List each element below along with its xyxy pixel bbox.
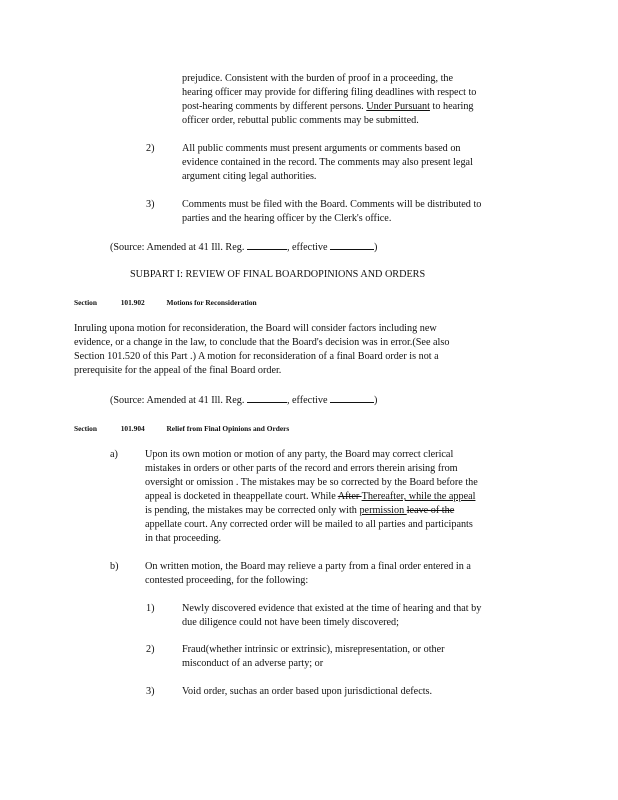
text-run: to hearing: [429, 101, 474, 112]
sub-item-2-text: [182, 643, 536, 671]
source-note: [110, 393, 377, 408]
blank-line: [330, 393, 374, 403]
source-text: (Source: Amended at 41 Ill. Reg.: [110, 395, 245, 406]
item-2-text: [182, 142, 530, 184]
text-line: Upon its own motion or motion of any party, the Board may correct clerical: [145, 449, 454, 460]
item-number: 3): [146, 199, 155, 210]
deleted-text: After: [337, 491, 362, 502]
text-line: Inruling upona motion for reconsideration, the Board will consider factors including new: [74, 323, 437, 334]
text-line: Fraud(whether intrinsic or extrinsic), misrepresentation, or other: [182, 644, 445, 655]
item-number: 1): [146, 603, 155, 614]
text-line: in that proceeding.: [145, 533, 222, 544]
section-heading: [74, 424, 289, 434]
section-title: Relief from Final Opinions and Orders: [166, 424, 290, 433]
text-line: prejudice. Consistent with the burden of proof in a proceeding, the: [182, 73, 454, 84]
section-label: Section: [74, 298, 97, 307]
text-line: All public comments must present arguments or comments based on: [182, 143, 461, 154]
text-line: mistakes in orders or other parts of the record and errors therein arising from: [145, 463, 458, 474]
inserted-text: Thereafter, while the appeal: [361, 491, 476, 502]
deleted-text: leave of the: [406, 505, 455, 516]
item-number: 2): [146, 143, 155, 154]
continuation-paragraph: [182, 72, 530, 128]
text-line: On written motion, the Board may relieve a party from a final order entered in a: [145, 561, 471, 572]
source-note: [110, 240, 377, 255]
item-number: a): [110, 449, 118, 460]
section-heading: [74, 298, 257, 308]
section-number: 101.902: [120, 298, 145, 307]
section-number: 101.904: [120, 424, 145, 433]
text-line: hearing officer may provide for differing filing deadlines with respect to: [182, 87, 477, 98]
blank-line: [247, 240, 287, 250]
text-line: Comments must be filed with the Board. Comments will be distributed to: [182, 199, 482, 210]
text-line: [182, 100, 530, 114]
source-text: , effective: [286, 395, 328, 406]
item-number: 3): [146, 686, 155, 697]
source-text: , effective: [286, 242, 328, 253]
text-run: is pending, the mistakes may be corrected only with: [145, 505, 360, 516]
text-run: post-hearing comments by different persons.: [182, 101, 367, 112]
text-line: Void order, suchas an order based upon jurisdictional defects.: [182, 686, 433, 697]
subpart-heading: SUBPART I: REVIEW OF FINAL BOARDOPINIONS AND ORDERS: [130, 269, 426, 280]
text-line: [145, 504, 537, 518]
sub-item-3-text: [182, 685, 536, 699]
text-line: prerequisite for the appeal of the final Board order.: [74, 365, 282, 376]
text-line: contested proceeding, for the following:: [145, 575, 309, 586]
inserted-text: permission: [359, 505, 407, 516]
source-text: ): [374, 395, 378, 406]
text-line: argument citing legal authorities.: [182, 171, 317, 182]
text-line: Newly discovered evidence that existed at the time of hearing and that by: [182, 603, 482, 614]
source-text: (Source: Amended at 41 Ill. Reg.: [110, 242, 245, 253]
text-line: parties and the hearing officer by the Clerk's office.: [182, 213, 392, 224]
text-line: evidence contained in the record. The comments may also present legal: [182, 157, 473, 168]
item-3-text: [182, 198, 538, 226]
text-line: misconduct of an adverse party; or: [182, 658, 324, 669]
blank-line: [247, 393, 287, 403]
text-line: [145, 490, 537, 504]
text-line: due diligence could not have been timely discovered;: [182, 617, 399, 628]
text-line: evidence, or a change in the law, to conclude that the Board's decision was in error.(See also: [74, 337, 450, 348]
section-title: Motions for Reconsideration: [166, 298, 257, 307]
text-line: appellate court. Any corrected order will be mailed to all parties and participants: [145, 519, 473, 530]
inserted-text: Under Pursuant: [366, 101, 430, 112]
source-text: ): [374, 242, 378, 253]
item-number: 2): [146, 644, 155, 655]
text-line: Section 101.520 of this Part .) A motion for reconsideration of a final Board order is not a: [74, 351, 439, 362]
item-number: b): [110, 561, 119, 572]
text-run: appeal is docketed in theappellate court. While: [145, 491, 338, 502]
section-902-body: [74, 322, 530, 378]
text-line: oversight or omission . The mistakes may be so corrected by the Board before the: [145, 477, 478, 488]
sub-item-1-text: [182, 602, 536, 630]
text-line: officer order, rebuttal public comments may be submitted.: [182, 115, 419, 126]
blank-line: [330, 240, 374, 250]
item-b-text: [145, 560, 537, 588]
section-label: Section: [74, 424, 97, 433]
item-a-text: [145, 448, 537, 546]
